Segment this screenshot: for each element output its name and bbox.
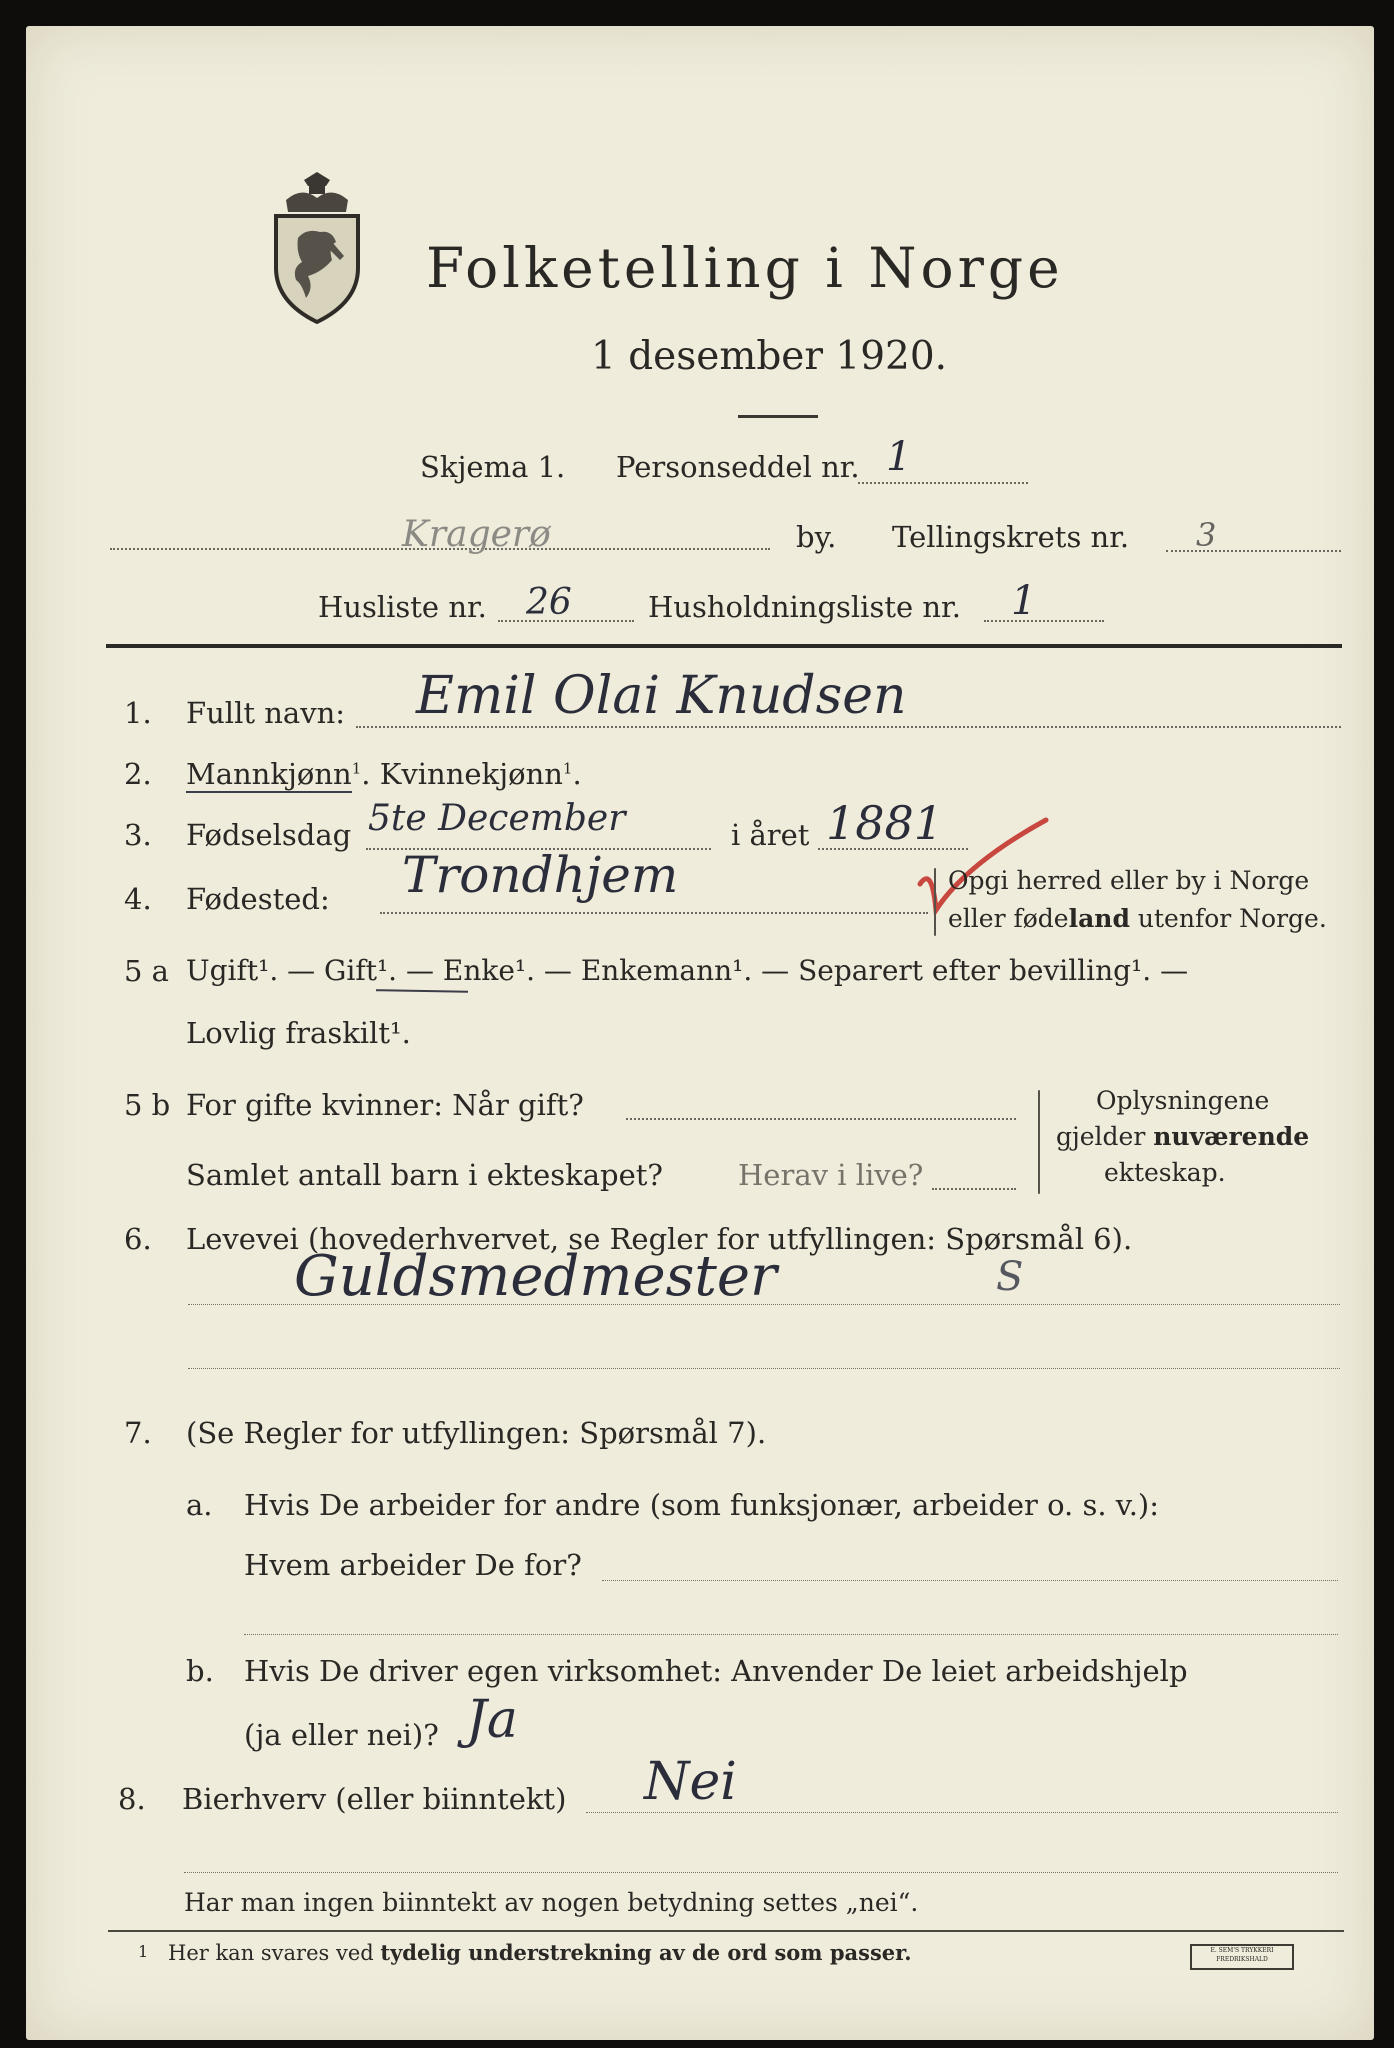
husholdning-line [984, 620, 1104, 622]
q4-note-line1: Opgi herred eller by i Norge [948, 866, 1310, 895]
male-option: Mannkjønn [186, 757, 352, 791]
personseddel-label: Personseddel nr. [616, 450, 860, 484]
q4-line [380, 912, 928, 914]
census-form [26, 26, 1374, 2040]
coat-of-arms-icon [262, 172, 372, 324]
tellingskrets-value: 3 [1196, 516, 1217, 554]
q5b-line1-dots [626, 1118, 1016, 1120]
q8-line [586, 1812, 1338, 1813]
schema-label: Skjema 1. [420, 450, 566, 484]
marital-options: Ugift¹. — Gift¹. — Enke¹. — Enkemann¹. — Separert efter bevilling¹. — [186, 954, 1189, 987]
q5b-brace [1038, 1090, 1040, 1194]
husholdning-value: 1 [1011, 578, 1037, 624]
footnote-number: 1 [138, 1942, 149, 1961]
q5b-number: 5 b [124, 1088, 171, 1122]
q5b-line2-dots [932, 1188, 1016, 1190]
q7b-number: b. [186, 1654, 214, 1688]
q1-line [356, 726, 1341, 728]
gift-underline [376, 989, 468, 993]
q3-number: 3. [124, 818, 152, 852]
birthplace-value: Trondhjem [402, 846, 679, 904]
q2-number: 2. [124, 757, 152, 791]
q7a-line2: Hvem arbeider De for? [244, 1548, 582, 1582]
footer-rule [108, 1930, 1344, 1932]
marital-options-line2: Lovlig fraskilt¹. [186, 1016, 411, 1050]
q5b-line2b: Herav i live? [738, 1158, 924, 1192]
year-label: i året [731, 818, 810, 852]
q6-number: 6. [124, 1222, 152, 1256]
side-income-value: Nei [644, 1752, 737, 1812]
birthday-value: 5te December [368, 798, 626, 839]
q5b-note1: Oplysningene [1096, 1086, 1270, 1115]
q6-label: Levevei (hovederhvervet, se Regler for utfyllingen: Spørsmål 6). [186, 1222, 1133, 1256]
occupation-value: Guldsmedmester [294, 1244, 777, 1309]
q7a-line1: Hvis De arbeider for andre (som funksjonær, arbeider o. s. v.): [244, 1488, 1160, 1522]
q1-label: Fullt navn: [186, 696, 346, 730]
female-option: Kvinnekjønn [379, 757, 563, 791]
q7b-line1: Hvis De driver egen virksomhet: Anvender De leiet arbeidshjelp [244, 1654, 1188, 1688]
husholdning-label: Husholdningsliste nr. [648, 590, 961, 624]
q4-brace [934, 868, 936, 936]
hired-help-value: Ja [466, 1690, 518, 1750]
footnote-text: Her kan svares ved tydelig understrekning av de ord som passer. [168, 1940, 912, 1965]
q8-label: Bierhverv (eller biinntekt) [182, 1782, 567, 1816]
q4-note-line2: eller fødeland utenfor Norge. [948, 904, 1327, 933]
q1-number: 1. [124, 696, 152, 730]
red-check-mark [906, 806, 1056, 916]
q4-label: Fødested: [186, 882, 330, 916]
by-label: by. [796, 520, 837, 554]
full-name-value: Emil Olai Knudsen [416, 666, 907, 726]
q7a-extra-line [244, 1634, 1338, 1635]
form-title: Folketelling i Norge [426, 236, 1064, 300]
q8-number: 8. [118, 1782, 146, 1816]
q7a-line2-dots [602, 1580, 1338, 1581]
q6-line2 [188, 1368, 1340, 1369]
husliste-label: Husliste nr. [318, 590, 487, 624]
section-rule [106, 644, 1342, 648]
birth-year-value: 1881 [826, 796, 944, 850]
husliste-value: 26 [526, 582, 572, 623]
occupation-code: S [996, 1254, 1024, 1300]
printer-stamp: E. SEM'S TRYKKERI FREDRIKSHALD [1190, 1944, 1294, 1970]
personseddel-line [858, 482, 1028, 484]
q4-number: 4. [124, 882, 152, 916]
q5b-note2: gjelder nuværende [1056, 1122, 1310, 1151]
q2-options: Mannkjønn$^1$. Kvinnekjønn$^1$. [186, 757, 582, 791]
tellingskrets-label: Tellingskrets nr. [892, 520, 1130, 554]
q7b-line2: (ja eller nei)? [244, 1718, 439, 1752]
q5b-note3: ekteskap. [1104, 1158, 1226, 1187]
q5a-number: 5 a [124, 954, 169, 988]
city-value: Kragerø [402, 514, 551, 555]
q7-number: 7. [124, 1416, 152, 1450]
personseddel-value: 1 [886, 434, 912, 480]
q3-label: Fødselsdag [186, 818, 352, 852]
q5b-line1: For gifte kvinner: Når gift? [186, 1088, 584, 1122]
q8-extra-line [184, 1872, 1338, 1873]
q7-label: (Se Regler for utfyllingen: Spørsmål 7). [186, 1416, 767, 1450]
q5b-line2a: Samlet antall barn i ekteskapet? [186, 1158, 663, 1192]
title-rule [738, 415, 818, 418]
q7a-number: a. [186, 1488, 213, 1522]
footer-note: Har man ingen biinntekt av nogen betydning settes „nei“. [184, 1888, 919, 1917]
tellingskrets-line [1166, 550, 1341, 552]
census-date: 1 desember 1920. [591, 334, 948, 379]
